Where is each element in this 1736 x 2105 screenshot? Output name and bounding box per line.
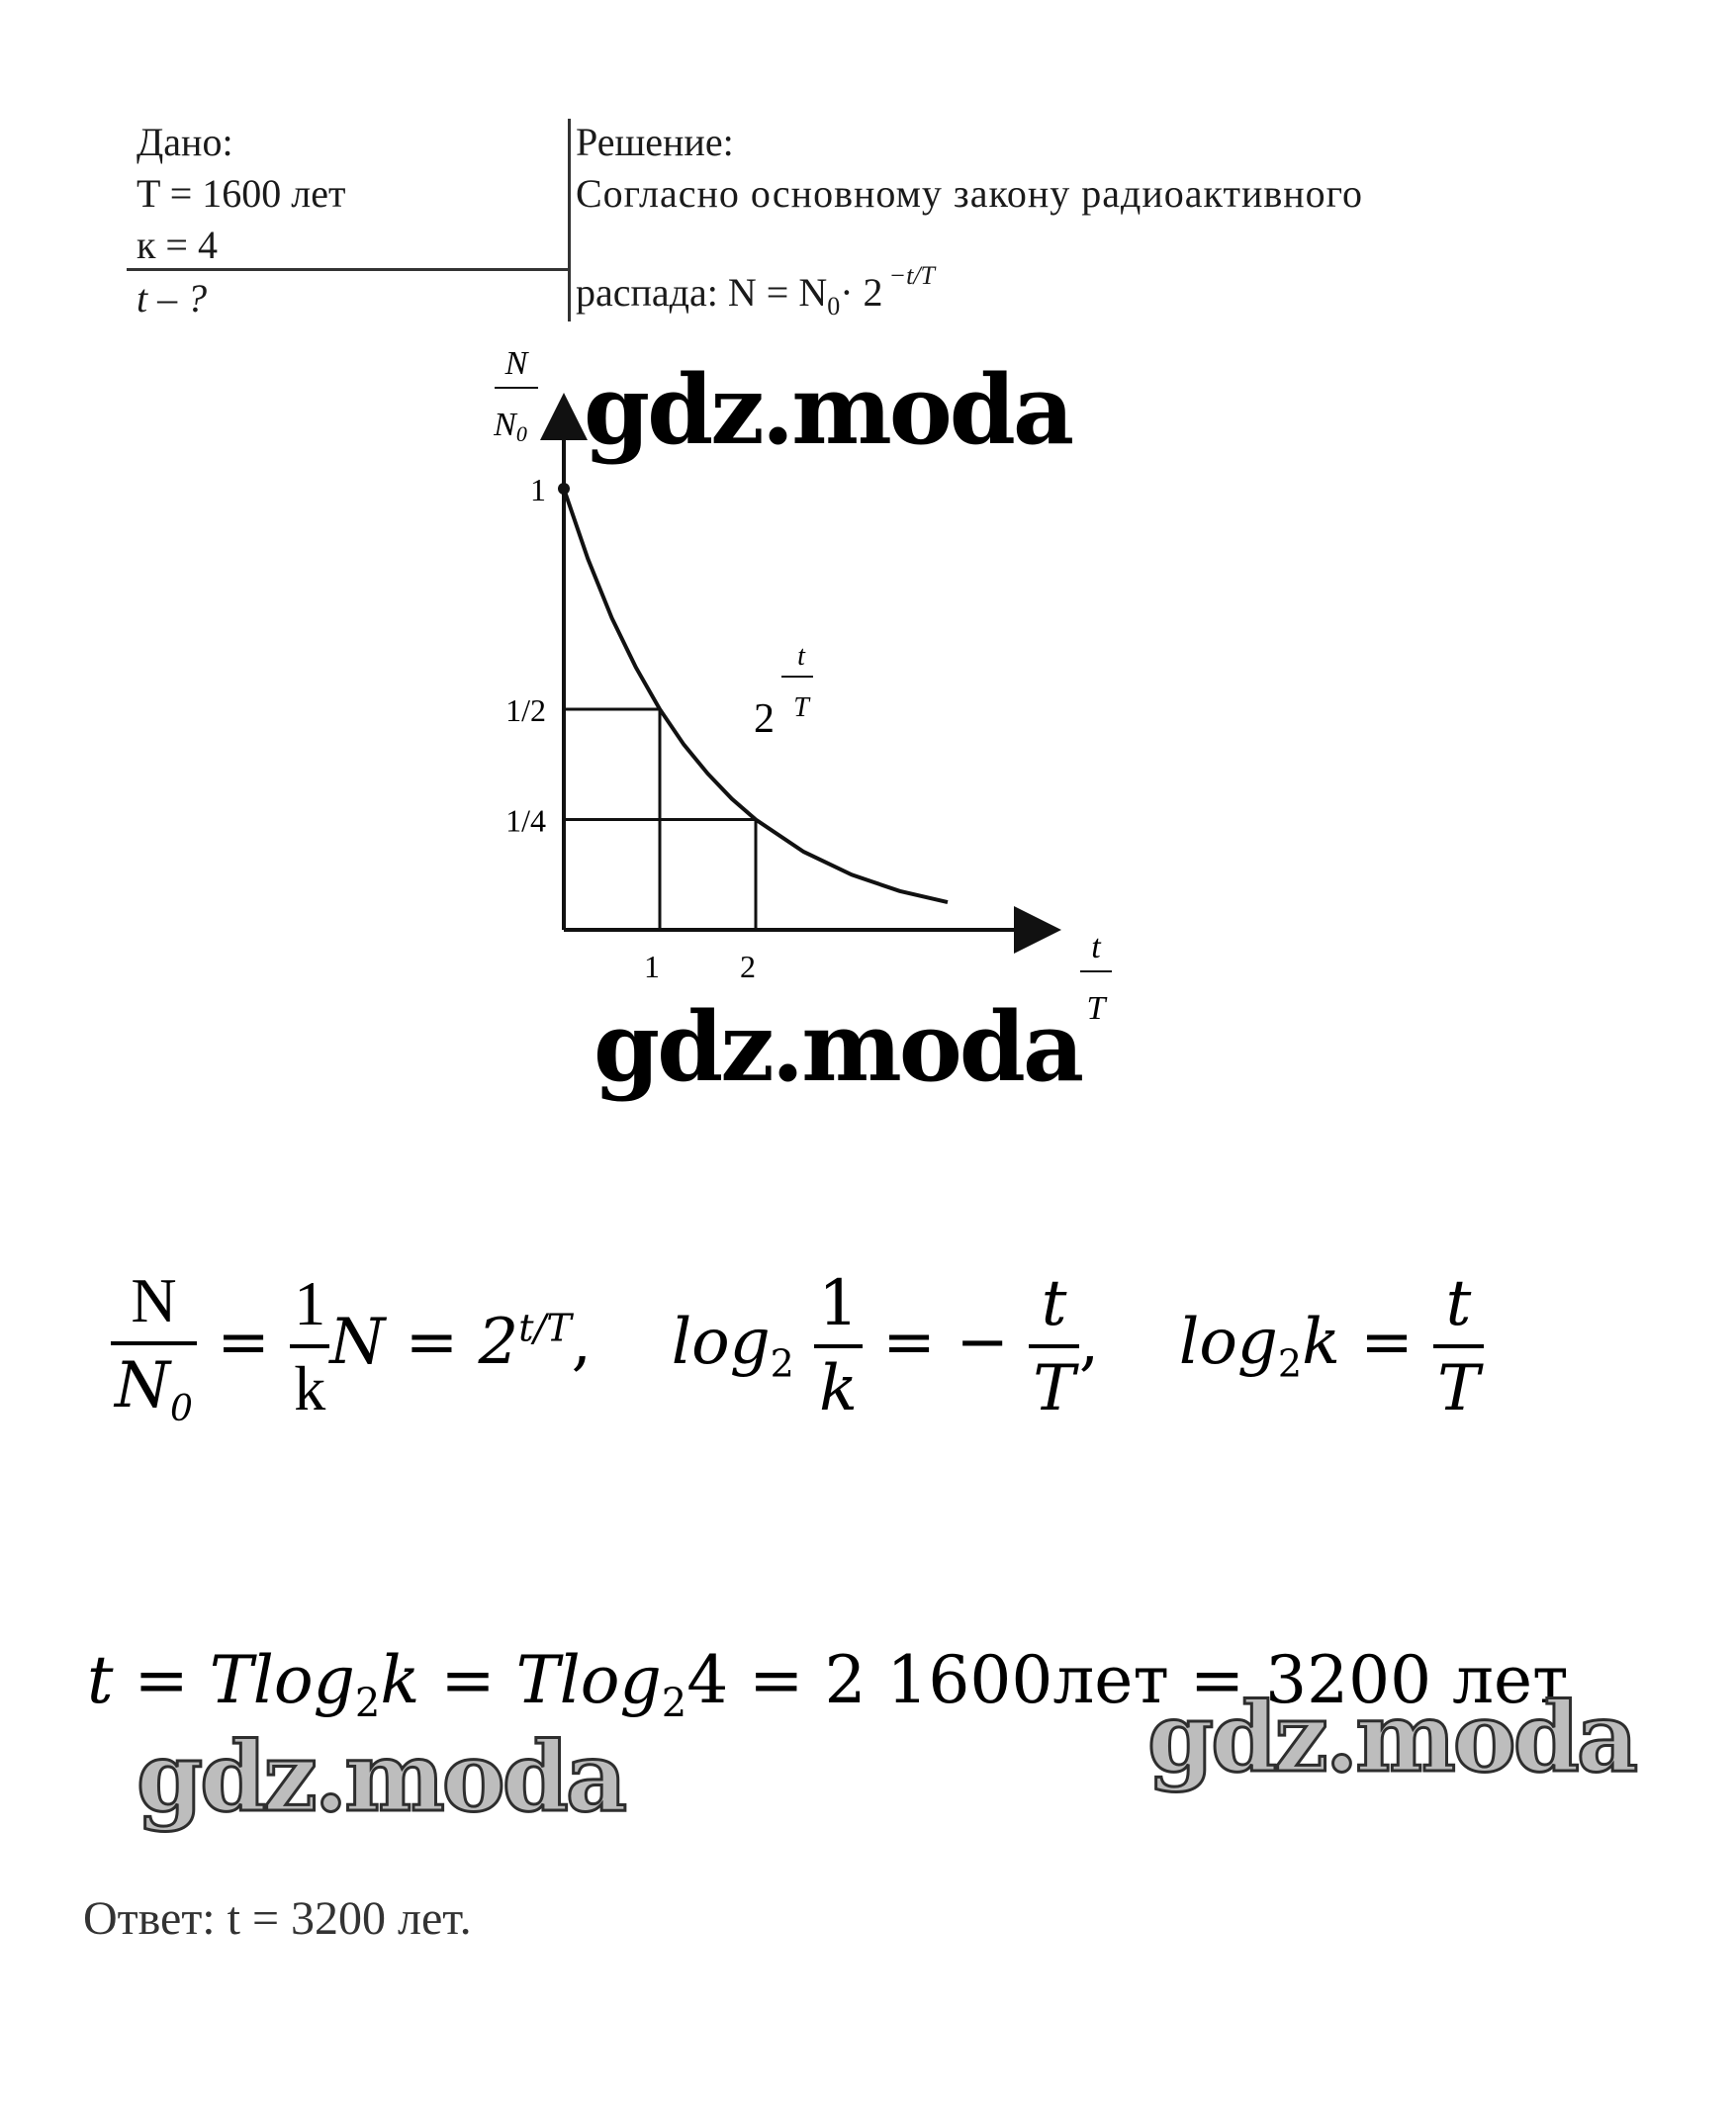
fraction-t-over-T-2: $\frac{t}{T}$ (1433, 1267, 1484, 1425)
watermark: gdz.moda (1147, 1682, 1636, 1793)
solution-law-formula: распада: $N = N_0\cdot 2 -t/T$ (576, 261, 935, 320)
given-heading: Дано: (137, 120, 233, 164)
y-tick-label: 1/2 (505, 692, 546, 728)
y-axis-label-den: N0 (494, 407, 527, 446)
fraction-n-over-n0: $\frac{N}{N_0}$ (111, 1264, 197, 1429)
x-tick-labels (644, 949, 756, 984)
fraction-1-over-k: $\frac{1}{k}$ (290, 1267, 329, 1425)
watermark: gdz.moda (584, 354, 1072, 466)
answer: Ответ: t = 3200 лет. (83, 1892, 472, 1945)
watermark: gdz.moda (594, 991, 1082, 1103)
x-tick-label: 1 (644, 949, 660, 984)
watermark: gdz.moda (137, 1721, 625, 1833)
curve-label-base: 2 (754, 696, 775, 742)
x-axis-label-num: t (1091, 929, 1101, 965)
solution-law-text: Согласно основному закону радиоактивного (576, 171, 1364, 216)
y-axis-label-num: N (504, 345, 528, 382)
chart-guide-lines (564, 709, 756, 930)
given-k: к = 4 (137, 223, 218, 267)
curve-label-exp-den: T (793, 692, 809, 723)
y-tick-labels (505, 472, 546, 839)
curve-label-exp-num: t (797, 641, 805, 672)
y-tick-label: 1/4 (505, 802, 546, 839)
fraction-1-over-k-log: $\frac{1}{k}$ (814, 1267, 863, 1425)
formula-line-2: t = Tlog$_2$k = Tlog$_2$4 = 2 1600лет = 3200 лет (87, 1642, 1569, 1727)
x-axis-label-den: T (1086, 990, 1106, 1027)
start-point (558, 483, 570, 495)
x-tick-label: 2 (740, 949, 756, 984)
given-period: T = 1600 лет (137, 171, 346, 216)
y-tick-label: 1 (530, 472, 546, 507)
find-t: t – ? (137, 276, 208, 320)
fraction-t-over-T: $\frac{t}{T}$ (1029, 1267, 1079, 1425)
solution-heading: Решение: (576, 120, 734, 164)
formula-line-1: $\frac{N}{N_0}$ = $\frac{1}{k}$ $N = 2^{t/T}$, $\log_2$ $\frac{1}{k}$ = − $\frac{t}{T}$ , $\log_2k$ = $\frac{t}{T}$ (111, 1264, 1484, 1429)
